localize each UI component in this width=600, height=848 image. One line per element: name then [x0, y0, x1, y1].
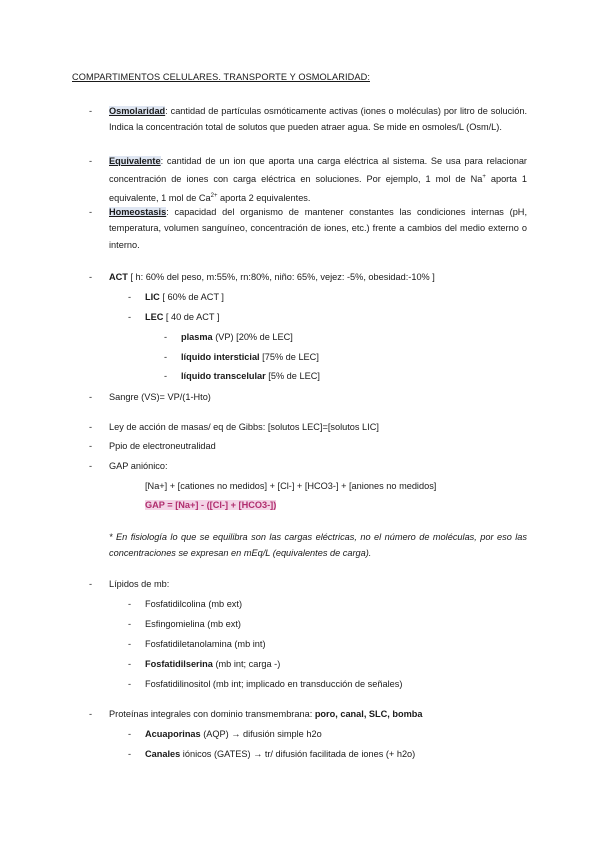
electroneutralidad-line: Ppio de electroneutralidad [109, 441, 216, 451]
lipido-item [145, 659, 280, 669]
definition-text: : cantidad de un ion que aporta una carga eléctrica al sistema. Se usa para relacionar concentración de iones con carga eléctrica en soluciones. Por ejemplo, 1 mol de Na [109, 156, 527, 185]
bullet-dash: - [89, 106, 93, 116]
note: * En fisiología lo que se equilibra son las cargas eléctricas, no el número de moléculas, por eso las concentraciones se expresan en mEq/L (equivalentes de carga). [109, 532, 527, 559]
proteinas-bold: poro, canal, SLC, bomba [314, 709, 423, 719]
superscript: + [482, 174, 486, 181]
proteinas-line [109, 709, 423, 719]
bullet-dash: - [128, 659, 132, 669]
gap-label: GAP aniónico: [109, 461, 168, 471]
transcelular-label: líquido transcelular [181, 371, 266, 381]
gap-formula: [Na+] + [cationes no medidos] + [Cl-] + [HCO3-] + [aniones no medidos] [145, 481, 437, 491]
lipidos-label: Lípidos de mb: [109, 579, 170, 589]
bullet-dash: - [89, 441, 93, 451]
bullet-dash: - [164, 371, 168, 381]
lipido-bold: Fosfatidilserina [145, 659, 213, 669]
bullet-dash: - [89, 709, 93, 719]
bullet-dash: - [128, 679, 132, 689]
bullet-dash: - [128, 292, 132, 302]
canales-label: Canales [145, 749, 181, 759]
bullet-dash: - [89, 422, 93, 432]
lipido-item: Fosfatidiletanolamina (mb int) [145, 639, 266, 649]
acuaporinas-label: Acuaporinas [145, 729, 201, 739]
lec-line [145, 312, 219, 322]
acuaporinas-line [145, 729, 322, 739]
act-line [109, 272, 435, 282]
lipido-item: Esfingomielina (mb ext) [145, 619, 241, 629]
bullet-dash: - [89, 207, 93, 217]
intersticial-label: líquido intersticial [181, 352, 260, 362]
canales-text: iónicos (GATES) → tr/ difusión facilitada de iones (+ h2o) [180, 749, 416, 759]
term-homeostasis: Homeostasis [109, 207, 167, 217]
sangre-line: Sangre (VS)= VP/(1-Hto) [109, 392, 211, 402]
plasma-text: (VP) [20% de LEC] [212, 332, 293, 342]
bullet-dash: - [128, 749, 132, 759]
act-label: ACT [109, 272, 128, 282]
superscript: 2+ [210, 192, 218, 199]
bullet-dash: - [128, 619, 132, 629]
definition-text: : cantidad de partículas osmóticamente activas (iones o moléculas) por litro de solución. Indica la concentración total de solutos que pueden atraer agua. Se mide en osmoles/L (Osm/L). [109, 106, 527, 133]
term-osmolaridad: Osmolaridad [109, 106, 166, 116]
lec-label: LEC [145, 312, 164, 322]
proteinas-text: Proteínas integrales con dominio transmembrana: [109, 709, 315, 719]
bullet-dash: - [128, 599, 132, 609]
bullet-dash: - [89, 156, 93, 166]
term-equivalente: Equivalente [109, 156, 161, 166]
gap-result: GAP = [Na+] - ([Cl-] + [HCO3-]) [145, 500, 277, 510]
definition-text: aporta 1 equivalente, 1 mol de Ca [109, 174, 527, 203]
plasma-label: plasma [181, 332, 213, 342]
bullet-dash: - [128, 312, 132, 322]
lipido-item: Fosfatidilcolina (mb ext) [145, 599, 243, 609]
gibbs-line: Ley de acción de masas/ eq de Gibbs: [solutos LEC]=[solutos LIC] [109, 422, 379, 432]
bullet-dash: - [164, 332, 168, 342]
lipido-text: (mb int; carga -) [212, 659, 281, 669]
acuaporinas-text: (AQP) → difusión simple h2o [200, 729, 322, 739]
canales-line [145, 749, 415, 759]
act-text: [ h: 60% del peso, m:55%, rn:80%, niño: 65%, vejez: -5%, obesidad:-10% ] [127, 272, 435, 282]
intersticial-text: [75% de LEC] [259, 352, 319, 362]
transcelular-line [181, 371, 320, 381]
lic-label: LIC [145, 292, 160, 302]
definition-osmolaridad [109, 103, 527, 136]
lec-text: [ 40 de ACT ] [163, 312, 220, 322]
definition-text: : capacidad del organismo de mantener constantes las condiciones internas (pH, temperatura, volumen sanguíneo, concentración de iones, etc.) frente a cambios del medio externo o interno. [109, 207, 527, 250]
lic-line [145, 292, 224, 302]
bullet-dash: - [128, 729, 132, 739]
page-title: COMPARTIMENTOS CELULARES. TRANSPORTE Y OSMOLARIDAD: [72, 72, 370, 82]
bullet-dash: - [89, 392, 93, 402]
definition-equivalente [109, 153, 527, 206]
bullet-dash: - [89, 579, 93, 589]
plasma-line [181, 332, 293, 342]
lipido-item: Fosfatidilinositol (mb int; implicado en transducción de señales) [145, 679, 403, 689]
bullet-dash: - [89, 461, 93, 471]
lic-text: [ 60% de ACT ] [159, 292, 224, 302]
transcelular-text: [5% de LEC] [265, 371, 320, 381]
definition-homeostasis [109, 204, 527, 253]
bullet-dash: - [164, 352, 168, 362]
bullet-dash: - [128, 639, 132, 649]
definition-text: aporta 2 equivalentes. [217, 192, 311, 203]
bullet-dash: - [89, 272, 93, 282]
intersticial-line [181, 352, 319, 362]
